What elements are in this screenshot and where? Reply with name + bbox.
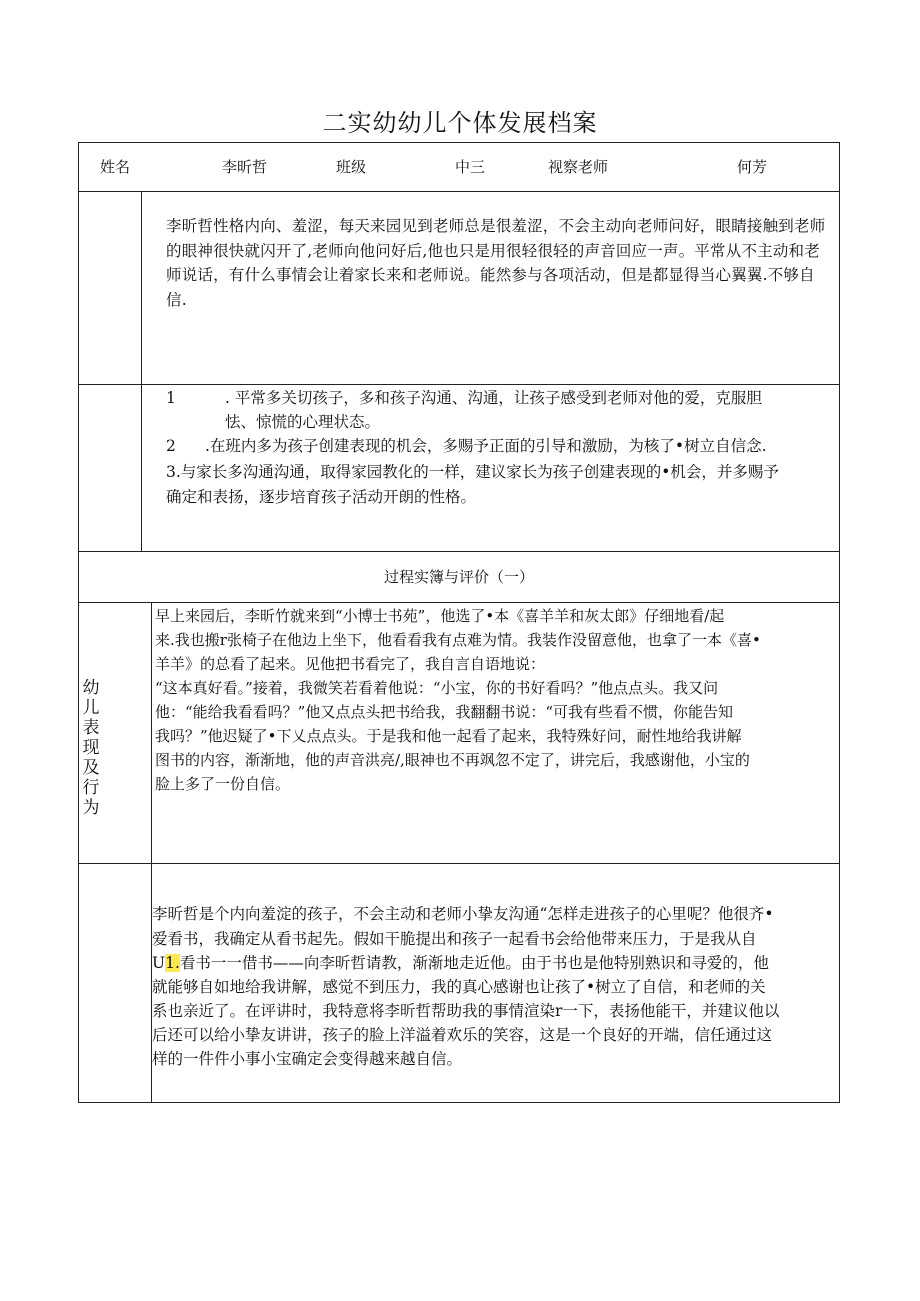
behavior-line: 他：“能给我看看吗？”他又点点头把书给我，我翻翻书说：“可我有些看不惯，你能告知	[155, 703, 734, 721]
process-heading: 过程实簿与评价（一）	[383, 568, 534, 586]
behavior-line: 早上来园后，李昕竹就来到“小博士书苑”，他选了•本《喜羊羊和灰太郎》仔细地看/起	[155, 607, 725, 625]
evaluation-line	[152, 951, 769, 975]
class-value: 中三	[455, 158, 486, 176]
class-label: 班级	[336, 158, 367, 176]
evaluation-line: 样的一件件小事小宝确定会变得越来越自信。	[152, 1050, 463, 1068]
behavior-line: 脸上多了一份自信。	[155, 775, 291, 793]
measure-3-line2: 确定和表扬，逐步培育孩子活动开朗的性格。	[166, 488, 477, 506]
evaluation-label-cell	[78, 863, 152, 1103]
analysis-label-cell	[78, 191, 142, 385]
evaluation-line: 系也亲近了。在评讲时，我特意将李昕哲帮助我的事情渲染r一下，表扬他能干，并建议他以	[152, 1002, 780, 1020]
teacher-value: 何芳	[737, 158, 768, 176]
measure-2-num: 2	[166, 437, 176, 455]
teacher-label: 视察老师	[548, 158, 609, 176]
evaluation-text: U	[152, 954, 166, 972]
name-value: 李昕哲	[222, 158, 268, 176]
behavior-line: 我吗？”他迟疑了•下乂点点头。于是我和他一起看了起来，我特殊好问，耐性地给我讲解	[155, 727, 742, 745]
evaluation-line: 李昕哲是个内向羞淀的孩子，不会主动和老师小挚友沟通“怎样走进孩子的心里呢？他很齐•	[152, 905, 774, 923]
analysis-text: 李昕哲性格内向、羞涩，每天来园见到老师总是很羞涩，不会主动向老师问好，眼睛接触到老师的眼神很快就闪开了,老师向他问好后,他也只是用很轻很轻的声音回应一声。平常从不主动和老师说话，有什么事情会让着家长来和老师说。能然参与各项活动，但是都显得当心翼翼.不够自信.	[166, 217, 826, 309]
behavior-line: 羊羊》的总看了起来。见他把书看完了，我自言自语地说：	[155, 655, 546, 673]
measure-1-line1: . 平常多关切孩子，多和孩子沟通、沟通，让孩子感受到老师对他的爱，克服胆	[225, 389, 762, 407]
measure-1-num: 1	[166, 389, 176, 407]
measure-1-line2: 怯、惊慌的心理状态。	[225, 413, 381, 431]
behavior-line: 图书的内容，渐渐地，他的声音洪亮/,眼神也不再飒忽不定了，讲完后，我感谢他，小宝的	[155, 751, 750, 769]
measure-3-line1: 3.与家长多沟通沟通，取得家园教化的一样，建议家长为孩子创建表现的•机会，并多赐予	[166, 463, 779, 481]
evaluation-text: 看书一一借书——向李昕哲请教，渐渐地走近他。由于书也是他特别熟识和寻爱的，他	[179, 954, 769, 972]
evaluation-line: 后还可以给小挚友讲讲，孩子的脸上洋溢着欢乐的笑容，这是一个良好的开端，信任通过这	[152, 1026, 773, 1044]
evaluation-line: 就能够自如地给我讲解，感觉不到压力，我的真心感谢也让孩了•树立了自信，和老师的关	[152, 978, 766, 996]
measure-2-line1: .在班内多为孩子创建表现的机会，多赐予正面的引导和激励，为核了•树立自信念.	[205, 437, 767, 455]
behavior-line: “这本真好看。”接着，我微笑若看着他说：“小宝，你的书好看吗？”他点点头。我又问	[155, 679, 719, 697]
page-title: 二实幼幼儿个体发展档案	[322, 109, 598, 137]
evaluation-line: 爱看书，我确定从看书起先。假如干脆提出和孩子一起看书会给他带来压力，于是我从自	[152, 930, 757, 948]
measures-label-cell	[78, 384, 142, 552]
name-label: 姓名	[100, 158, 131, 176]
highlighted-text: 1.	[165, 954, 180, 972]
behavior-label: 幼儿表现及行为	[82, 678, 100, 818]
behavior-line: 来.我也搬r张椅子在他边上坐下，他看看我有点难为情。我装作没留意他，也拿了一本《喜•	[155, 631, 761, 649]
